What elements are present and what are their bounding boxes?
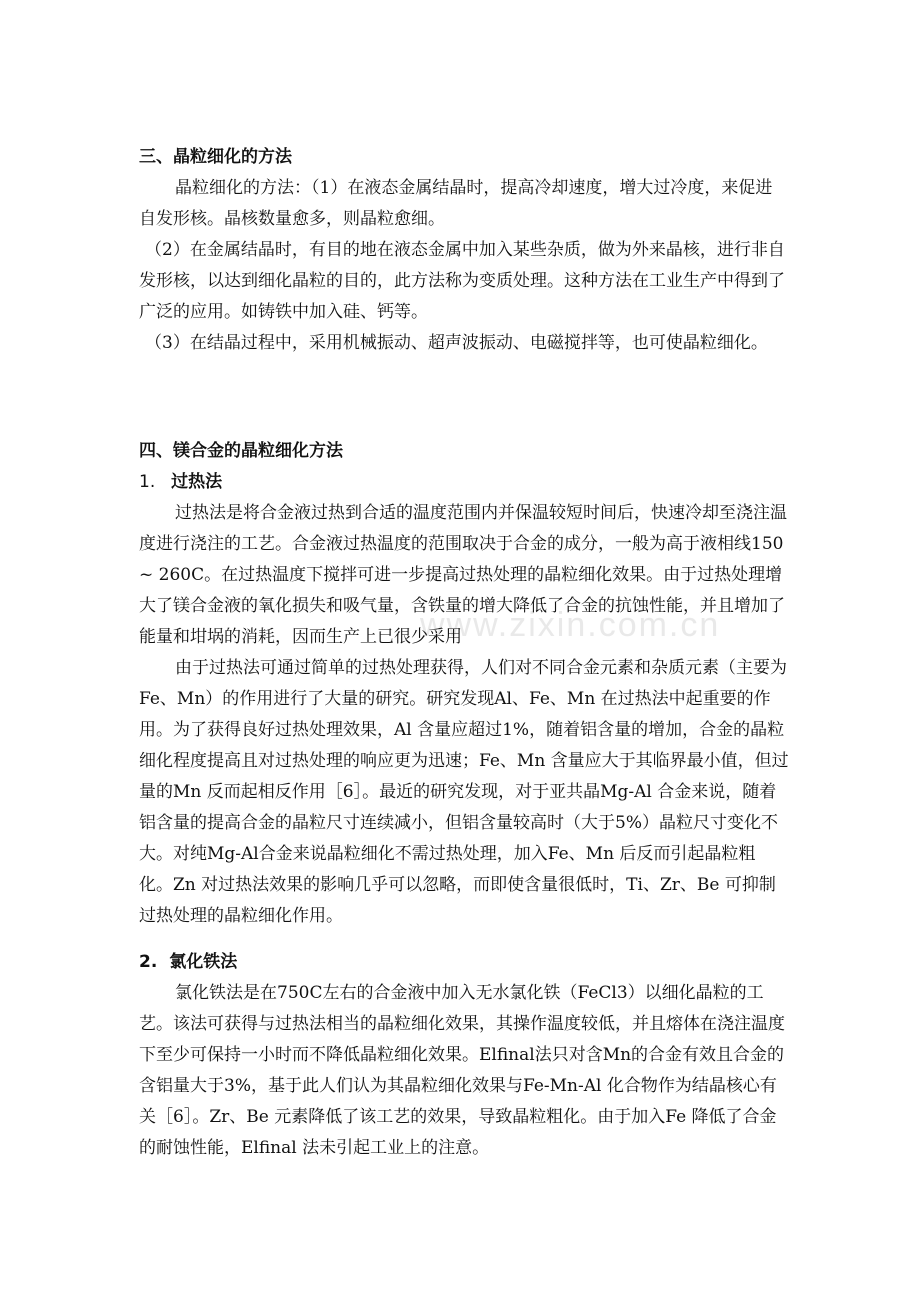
section-4 (139, 436, 789, 932)
subsection-2 (139, 947, 789, 1164)
section-3-heading: 三、晶粒细化的方法 (139, 147, 292, 167)
subsection-1-paragraph-1: 过热法是将合金液过热到合适的温度范围内并保温较短时间后，快速冷却至浇注温度进行浇注的工艺。合金液过热温度的范围取决于合金的成分，一般为高于液相线150 ~ 260C。在过热温度下搅拌可进一步提高过热处理的晶粒细化效果。由于过热处理增大了镁合金液的氧化损失和吸气量，含铁量的增大降低了合金的抗蚀性能，并且增加了能量和坩埚的消耗，因而生产上已很少采用 (139, 503, 787, 647)
watermark: www.zixin.com.cn (420, 606, 721, 644)
subsection-2-title: 氯化铁法 (169, 952, 238, 972)
subsection-2-paragraph-1: 氯化铁法是在750C左右的合金液中加入无水氯化铁（FeCl3）以细化晶粒的工艺。该法可获得与过热法相当的晶粒细化效果，其操作温度较低，并且熔体在浇注温度下至少可保持一小时而不降低晶粒细化效果。Elfinal法只对含Mn的合金有效且合金的含铝量大于3%，基于此人们认为其晶粒细化效果与Fe-Mn-Al 化合物作为结晶核心有关［6］。Zr、Be 元素降低了该工艺的效果，导致晶粒粗化。由于加入Fe 降低了合金的耐蚀性能，Elfinal 法未引起工业上的注意。 (139, 983, 785, 1158)
section-3 (139, 142, 789, 359)
section-3-paragraph-1: 晶粒细化的方法：（1）在液态金属结晶时，提高冷却速度，增大过冷度，来促进自发形核。晶核数量愈多，则晶粒愈细。 (139, 178, 773, 229)
subsection-1-paragraph-2: 由于过热法可通过简单的过热处理获得，人们对不同合金元素和杂质元素（主要为Fe、Mn）的作用进行了大量的研究。研究发现Al、Fe、Mn 在过热法中起重要的作用。为了获得良好过热处理效果，Al 含量应超过1%，随着铝含量的增加，合金的晶粒细化程度提高且对过热处理的响应更为迅速；Fe、Mn 含量应大于其临界最小值，但过量的Mn 反而起相反作用［6］。最近的研究发现，对于亚共晶Mg-Al 合金来说，随着铝含量的提高合金的晶粒尺寸连续减小，但铝含量较高时（大于5%）晶粒尺寸变化不大。对纯Mg-Al合金来说晶粒细化不需过热处理，加入Fe、Mn 后反而引起晶粒粗化。Zn 对过热法效果的影响几乎可以忽略，而即使含量很低时，Ti、Zr、Be 可抑制过热处理的晶粒细化作用。 (139, 658, 789, 926)
section-3-paragraph-3: （3）在结晶过程中，采用机械振动、超声波振动、电磁搅拌等，也可使晶粒细化。 (145, 333, 768, 353)
section-3-paragraph-2: （2）在金属结晶时，有目的地在液态金属中加入某些杂质，做为外来晶核，进行非自发形核，以达到细化晶粒的目的，此方法称为变质处理。这种方法在工业生产中得到了广泛的应用。如铸铁中加入硅、钙等。 (139, 240, 785, 322)
subsection-1-heading (139, 467, 789, 498)
subsection-2-heading (139, 947, 789, 978)
subsection-1-title: 过热法 (171, 472, 223, 492)
subsection-1-number: 1. (139, 472, 156, 492)
subsection-2-number: 2. (139, 952, 158, 972)
section-4-heading: 四、镁合金的晶粒细化方法 (139, 441, 343, 461)
